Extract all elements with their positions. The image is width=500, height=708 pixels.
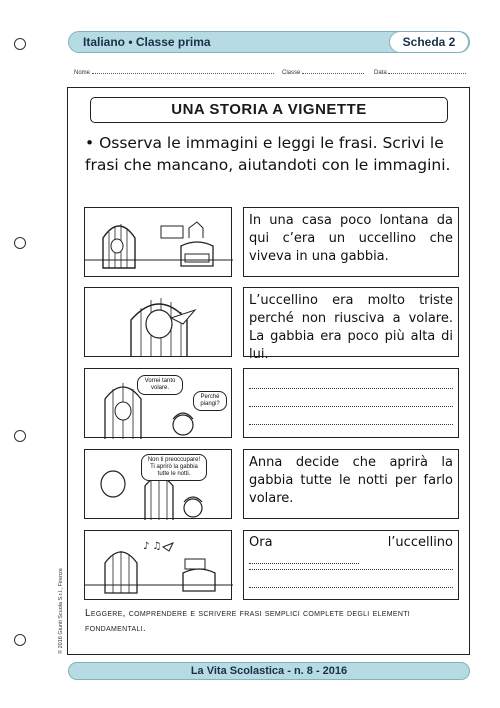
header-bar [68, 31, 470, 53]
footer-publication: La Vita Scolastica - n. 8 - 2016 [68, 662, 470, 680]
binder-hole [14, 430, 26, 442]
name-field[interactable]: Nome [74, 68, 274, 76]
sentence-prefix: Ora l’uccellino [249, 535, 453, 550]
comic-panel-2 [84, 287, 232, 357]
comic-panel-3 [84, 368, 232, 438]
sentence-box-1: In una casa poco lontana da qui c’era un uccellino che viveva in una gabbia. [243, 207, 459, 277]
speech-bubble-bird: Vorrei tanto volare. [137, 375, 183, 395]
writing-line[interactable] [249, 389, 453, 407]
subject-class-label: Italiano • Classe prima [83, 35, 211, 49]
copyright-note: © 2016 Giunti Scuola S.r.l., Firenze [58, 568, 64, 654]
writing-line[interactable] [249, 407, 453, 425]
binder-hole [14, 634, 26, 646]
learning-objective [85, 606, 463, 636]
sad-bird-cage-illustration [85, 288, 233, 358]
sentence-box-3[interactable] [243, 368, 459, 438]
student-fields [74, 68, 470, 78]
writing-line[interactable] [249, 371, 453, 389]
sentence-box-2: L’uccellino era molto triste perché non riusciva a volare. La gabbia era poco più alta di lui. [243, 287, 459, 357]
speech-bubble-girl-reassures: Non ti preoccupare! Ti aprirò la gabbia tutte le notti. [141, 454, 207, 481]
writing-line[interactable] [249, 552, 359, 564]
instruction-text: • Osserva le immagini e leggi le frasi. Scrivi le frasi che mancano, aiutandoti con le immagini. [85, 134, 451, 174]
comic-panel-1 [84, 207, 232, 277]
sentence-box-4: Anna decide che aprirà la gabbia tutte le notti per farlo volare. [243, 449, 459, 519]
speech-bubble-girl: Perché piangi? [193, 391, 227, 411]
svg-text:♪ ♫: ♪ ♫ [143, 541, 162, 552]
sentence-box-5[interactable] [243, 530, 459, 600]
comic-panel-5 [84, 530, 232, 600]
worksheet-title: UNA STORIA A VIGNETTE [90, 97, 448, 123]
binder-hole [14, 237, 26, 249]
room-with-cage-illustration [85, 208, 233, 278]
class-field[interactable]: Classe [282, 68, 364, 76]
comic-panel-4 [84, 449, 232, 519]
objective-text: Leggere, comprendere e scrivere frasi semplici complete degli elementi fondamentali. [85, 608, 411, 634]
binder-hole [14, 38, 26, 50]
writing-line[interactable] [249, 570, 453, 588]
worksheet-number: Scheda 2 [389, 31, 469, 53]
bird-flying-illustration [85, 531, 233, 601]
date-field[interactable]: Data [374, 68, 466, 76]
